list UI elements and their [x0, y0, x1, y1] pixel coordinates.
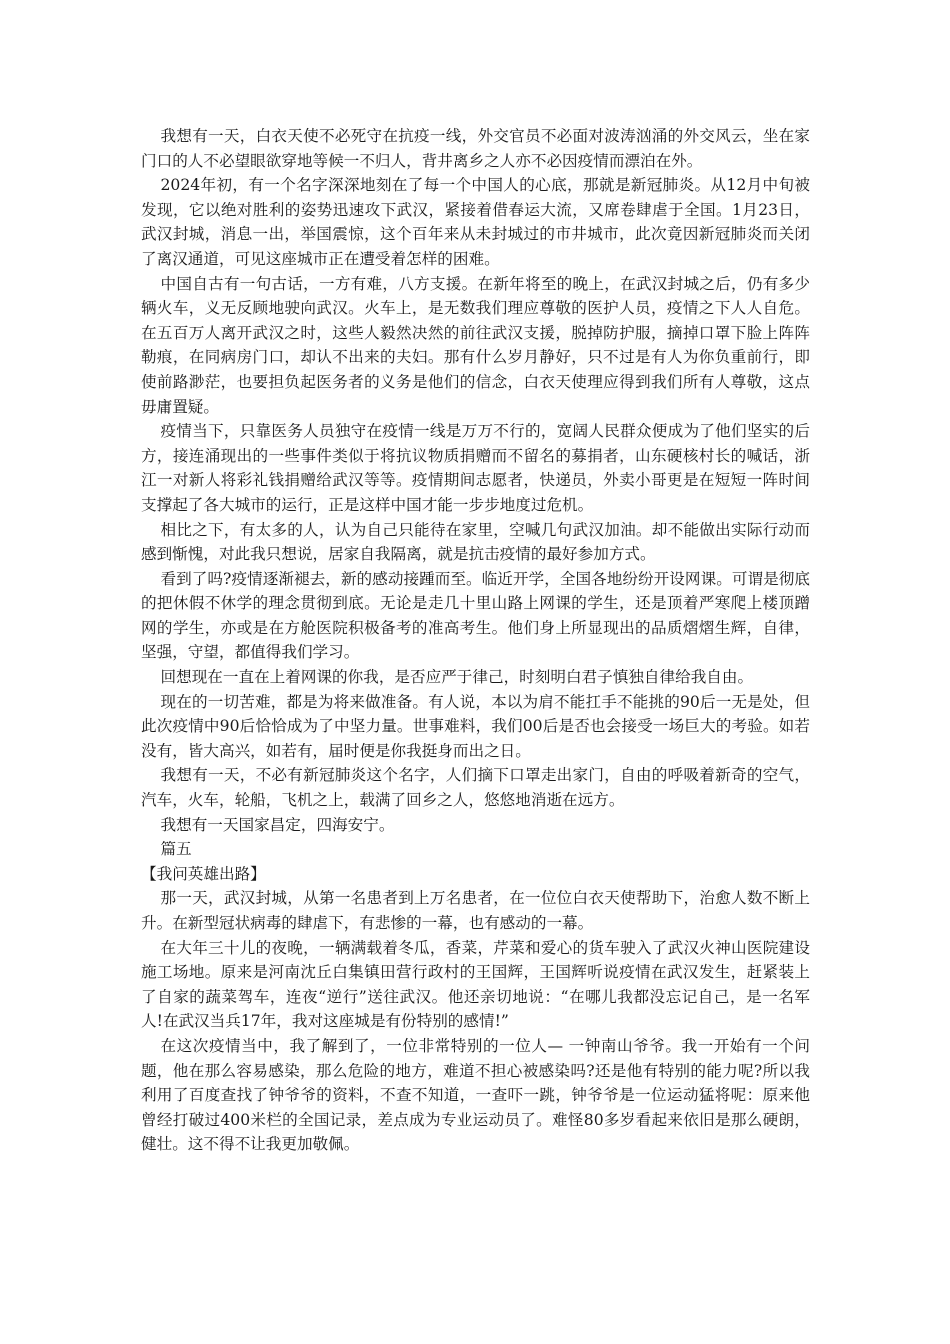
- paragraph: 回想现在一直在上着网课的你我，是否应严于律己，时刻明白君子慎独自律给我自由。: [160, 668, 754, 687]
- paragraph: 我想有一天国家昌定，四海安宁。: [160, 815, 395, 834]
- paragraph: 2024年初，有一个名字深深地刻在了每一个中国人的心底，那就是新冠肺炎。从12月中旬被发现，它以绝对胜利的姿势迅速攻下武汉，紧接着借春运大流，又席卷肆虐于全国。1月23日，武汉封城，消息一出，举国震惊，这个百年来从未封城过的市井城市，此次竟因新冠肺炎而关闭了离汉通道，可见这座城市正在遭受着怎样的困难。: [141, 176, 810, 268]
- paragraph: 中国自古有一句古话，一方有难，八方支援。在新年将至的晚上，在武汉封城之后，仍有多少辆火车，义无反顾地驶向武汉。火车上，是无数我们理应尊敬的医护人员，疫情之下人人自危。在五百万人离开武汉之时，这些人毅然决然的前往武汉支援，脱掉防护服，摘掉口罩下脸上阵阵勒痕，在同病房门口，却认不出来的夫妇。那有什么岁月静好，只不过是有人为你负重前行，即使前路渺茫，也要担负起医务者的义务是他们的信念，白衣天使理应得到我们所有人尊敬，这点毋庸置疑。: [141, 274, 810, 416]
- section-label: 篇五: [160, 840, 192, 859]
- document-body: [141, 124, 810, 1157]
- paragraph: 现在的一切苦难，都是为将来做准备。有人说，本以为肩不能扛手不能挑的90后一无是处，但此次疫情中90后恰恰成为了中坚力量。世事难料，我们00后是否也会接受一场巨大的考验。如若没有，皆大高兴，如若有，届时便是你我挺身而出之日。: [141, 692, 810, 760]
- paragraph: 我想有一天，白衣天使不必死守在抗疫一线，外交官员不必面对波涛汹涌的外交风云，坐在家门口的人不必望眼欲穿地等候一不归人，背井离乡之人亦不必因疫情而漂泊在外。: [141, 127, 810, 170]
- paragraph: 在这次疫情当中，我了解到了，一位非常特别的一位人— 一钟南山爷爷。我一开始有一个问题，他在那么容易感染，那么危险的地方，难道不担心被感染吗?还是他有特别的能力呢?所以我利用了百度查找了钟爷爷的资料，不查不知道，一查吓一跳，钟爷爷是一位运动猛将呢：原来他曾经打破过400米栏的全国记录，差点成为专业运动员了。难怪80多岁看起来依旧是那么硬朗，健壮。这不得不让我更加敬佩。: [141, 1036, 810, 1154]
- paragraph: 在大年三十儿的夜晚，一辆满载着冬瓜，香菜，芹菜和爱心的货车驶入了武汉火神山医院建设施工场地。原来是河南沈丘白集镇田营行政村的王国辉，王国辉听说疫情在武汉发生，赶紧装上了自家的蔬菜驾车，连夜“逆行”送往武汉。他还亲切地说：“在哪儿我都没忘记自己，是一名军人!在武汉当兵17年，我对这座城是有份特别的感情!”: [141, 938, 810, 1031]
- paragraph: 相比之下，有太多的人，认为自己只能待在家里，空喊几句武汉加油。却不能做出实际行动而感到惭愧，对此我只想说，居家自我隔离，就是抗击疫情的最好参加方式。: [141, 520, 810, 564]
- section-title: 【我问英雄出路】: [141, 864, 266, 883]
- paragraph: 看到了吗?疫情逐渐褪去，新的感动接踵而至。临近开学，全国各地纷纷开设网课。可谓是彻底的把休假不休学的理念贯彻到底。无论是走几十里山路上网课的学生，还是顶着严寒爬上楼顶蹭网的学生，亦或是在方舱医院积极备考的准高考生。他们身上所显现出的品质熠熠生辉，自律，坚强，守望，都值得我们学习。: [141, 569, 810, 662]
- paragraph: 疫情当下，只靠医务人员独守在疫情一线是万万不行的，宽阔人民群众便成为了他们坚实的后方，接连涌现出的一些事件类似于将抗议物质捐赠而不留名的募捐者，山东硬核村长的喊话，浙江一对新人将彩礼钱捐赠给武汉等等。疫情期间志愿者，快递员，外卖小哥更是在短短一阵时间支撑起了各大城市的运行，正是这样中国才能一步步地度过危机。: [141, 422, 810, 514]
- paragraph: 那一天，武汉封城，从第一名患者到上万名患者，在一位位白衣天使帮助下，治愈人数不断上升。在新型冠状病毒的肆虐下，有悲惨的一幕，也有感动的一幕。: [141, 889, 810, 932]
- paragraph: 我想有一天，不必有新冠肺炎这个名字，人们摘下口罩走出家门，自由的呼吸着新奇的空气，汽车，火车，轮船，飞机之上，载满了回乡之人，悠悠地消逝在远方。: [141, 766, 810, 810]
